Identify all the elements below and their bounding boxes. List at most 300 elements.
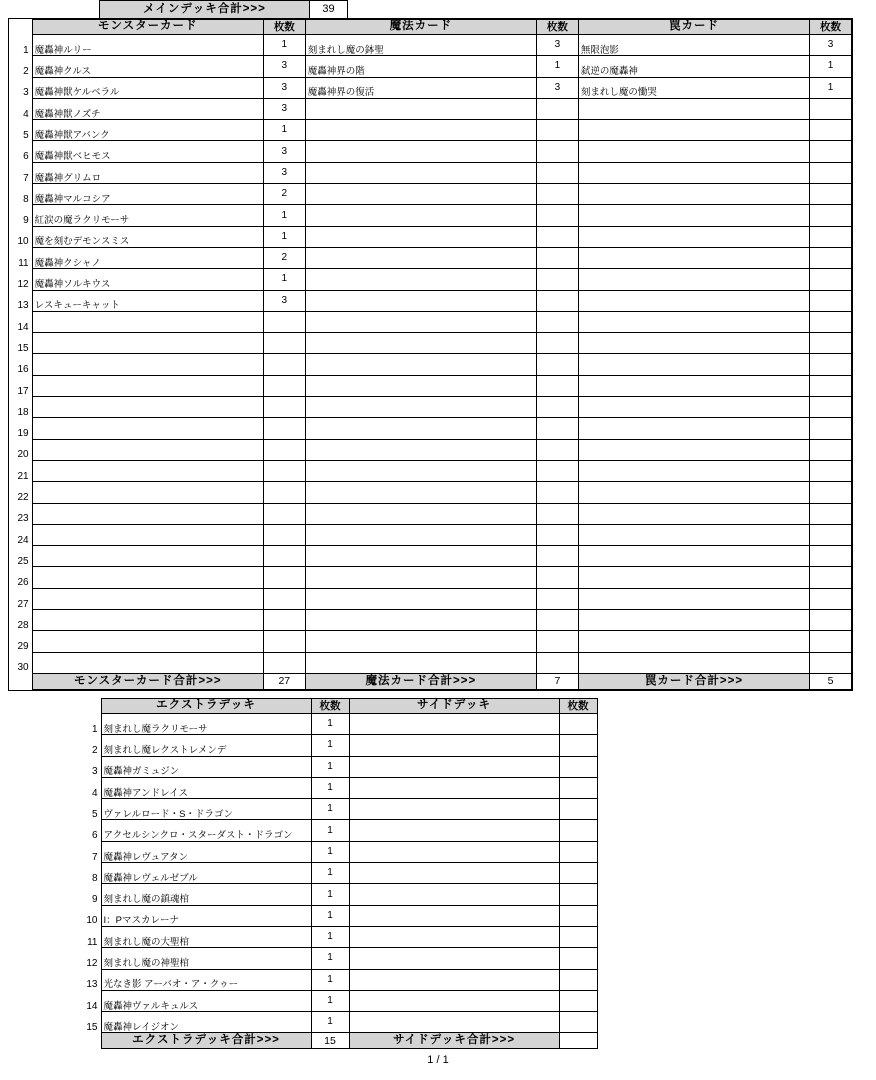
trap-card-name[interactable] (578, 610, 809, 631)
trap-card-qty[interactable] (810, 460, 852, 481)
monster-card-name[interactable]: 魔を刻むデモンスミス (32, 226, 263, 247)
side-card-qty[interactable] (559, 714, 597, 735)
monster-card-name[interactable] (32, 418, 263, 439)
row-number: 28 (17, 619, 29, 631)
totals-rownum-spacer (9, 673, 32, 689)
table-row (9, 162, 852, 183)
monster-card-name[interactable] (32, 610, 263, 631)
row-number: 2 (23, 66, 29, 78)
monster-card-name[interactable] (32, 397, 263, 418)
spell-card-name[interactable] (305, 184, 536, 205)
trap-card-name[interactable] (578, 141, 809, 162)
monster-card-name[interactable] (32, 524, 263, 545)
table-row (80, 884, 597, 905)
trap-card-qty[interactable] (810, 226, 852, 247)
spell-card-name[interactable] (305, 588, 536, 609)
extra-card-name[interactable]: 魔轟神レヴェルゼブル (101, 863, 311, 884)
extra-card-qty[interactable]: 1 (311, 799, 349, 820)
extra-card-name[interactable]: 刻まれし魔の神聖棺 (101, 948, 311, 969)
trap-card-qty[interactable] (810, 652, 852, 673)
trap-total-value: 5 (810, 673, 852, 689)
spell-card-name[interactable] (305, 247, 536, 268)
table-row (9, 247, 852, 268)
table-row (9, 397, 852, 418)
trap-card-qty[interactable]: 1 (810, 77, 852, 98)
trap-card-name[interactable] (578, 567, 809, 588)
monster-card-name[interactable] (32, 652, 263, 673)
row-number: 5 (23, 129, 29, 141)
trap-card-name[interactable] (578, 482, 809, 503)
monster-card-qty[interactable]: 1 (263, 35, 305, 56)
row-number: 8 (91, 872, 98, 884)
side-card-qty[interactable] (559, 799, 597, 820)
spell-card-qty[interactable] (537, 269, 579, 290)
spell-card-qty[interactable] (537, 226, 579, 247)
table-row (80, 714, 597, 735)
trap-card-name[interactable] (578, 333, 809, 354)
trap-card-qty[interactable]: 3 (810, 35, 852, 56)
spell-card-qty[interactable] (537, 354, 579, 375)
monster-card-name[interactable]: 魔轟神獣アバンク (32, 120, 263, 141)
main-deck-header-row (9, 20, 852, 35)
monster-card-name[interactable]: 魔轟神グリムロ (32, 162, 263, 183)
side-card-name[interactable] (349, 863, 559, 884)
spell-card-name[interactable] (305, 98, 536, 119)
monster-card-name[interactable]: 紅涙の魔ラクリモーサ (32, 205, 263, 226)
trap-card-qty[interactable] (810, 141, 852, 162)
monster-card-qty[interactable] (263, 375, 305, 396)
extra-card-qty[interactable]: 1 (311, 948, 349, 969)
extra-card-name[interactable]: 刻まれし魔ラクリモーサ (101, 714, 311, 735)
trap-card-qty[interactable] (810, 333, 852, 354)
monster-card-qty[interactable] (263, 652, 305, 673)
row-number: 6 (91, 830, 98, 842)
monster-total-label: モンスターカード合計>>> (32, 673, 263, 689)
extra-card-name[interactable]: 刻まれし魔の大聖棺 (101, 926, 311, 947)
monster-card-qty[interactable] (263, 546, 305, 567)
spell-card-name[interactable] (305, 354, 536, 375)
row-number: 14 (86, 1000, 98, 1012)
spell-card-qty[interactable] (537, 290, 579, 311)
side-card-qty[interactable] (559, 948, 597, 969)
extra-card-name[interactable]: 刻まれし魔の鎮魂棺 (101, 884, 311, 905)
spell-qty-header: 枚数 (537, 20, 579, 35)
spell-card-name[interactable] (305, 524, 536, 545)
monster-card-qty[interactable] (263, 524, 305, 545)
side-card-qty[interactable] (559, 990, 597, 1011)
row-number: 15 (86, 1021, 98, 1033)
trap-card-qty[interactable] (810, 184, 852, 205)
side-card-qty[interactable] (559, 863, 597, 884)
side-card-qty[interactable] (559, 756, 597, 777)
spell-column-header: 魔法カード (305, 20, 536, 35)
table-row (9, 141, 852, 162)
extra-card-qty[interactable]: 1 (311, 756, 349, 777)
spell-card-name[interactable] (305, 546, 536, 567)
trap-card-qty[interactable] (810, 120, 852, 141)
spell-card-qty[interactable] (537, 311, 579, 332)
table-row (9, 652, 852, 673)
trap-card-qty[interactable] (810, 397, 852, 418)
trap-card-qty[interactable] (810, 631, 852, 652)
spell-card-qty[interactable] (537, 460, 579, 481)
trap-card-name[interactable] (578, 375, 809, 396)
trap-card-name[interactable] (578, 418, 809, 439)
trap-card-name[interactable] (578, 311, 809, 332)
monster-card-name[interactable] (32, 354, 263, 375)
table-row (9, 333, 852, 354)
spell-card-qty[interactable]: 3 (537, 77, 579, 98)
side-card-name[interactable] (349, 969, 559, 990)
row-number: 17 (17, 385, 29, 397)
side-card-qty[interactable] (559, 884, 597, 905)
spell-card-qty[interactable] (537, 631, 579, 652)
trap-card-name[interactable] (578, 631, 809, 652)
side-total-value (559, 1033, 597, 1049)
monster-card-qty[interactable]: 3 (263, 77, 305, 98)
table-row (9, 35, 852, 56)
trap-card-qty[interactable] (810, 418, 852, 439)
monster-card-qty[interactable] (263, 482, 305, 503)
extra-card-name[interactable]: 魔轟神ガミュジン (101, 756, 311, 777)
monster-card-name[interactable] (32, 588, 263, 609)
monster-card-qty[interactable] (263, 311, 305, 332)
spell-card-name[interactable] (305, 141, 536, 162)
trap-card-name[interactable] (578, 439, 809, 460)
spell-card-name[interactable] (305, 375, 536, 396)
row-number: 12 (86, 958, 98, 970)
side-card-name[interactable] (349, 756, 559, 777)
side-card-name[interactable] (349, 799, 559, 820)
spell-card-qty[interactable] (537, 652, 579, 673)
monster-card-name[interactable]: 魔轟神獣ベヒモス (32, 141, 263, 162)
spell-card-name[interactable]: 魔轟神界の階 (305, 56, 536, 77)
monster-card-qty[interactable]: 3 (263, 290, 305, 311)
spell-card-qty[interactable] (537, 439, 579, 460)
trap-column-header: 罠カード (578, 20, 809, 35)
trap-card-name[interactable] (578, 184, 809, 205)
trap-card-qty[interactable] (810, 567, 852, 588)
trap-card-name[interactable] (578, 588, 809, 609)
monster-card-name[interactable] (32, 567, 263, 588)
side-card-name[interactable] (349, 777, 559, 798)
side-card-qty[interactable] (559, 926, 597, 947)
extra-card-qty[interactable]: 1 (311, 884, 349, 905)
spell-card-name[interactable] (305, 652, 536, 673)
monster-card-qty[interactable]: 3 (263, 98, 305, 119)
monster-card-qty[interactable]: 2 (263, 247, 305, 268)
table-row (80, 735, 597, 756)
spell-card-name[interactable] (305, 120, 536, 141)
spell-card-name[interactable] (305, 333, 536, 354)
monster-card-name[interactable] (32, 503, 263, 524)
monster-card-qty[interactable] (263, 439, 305, 460)
extra-card-qty[interactable]: 1 (311, 714, 349, 735)
side-card-name[interactable] (349, 735, 559, 756)
spell-card-name[interactable] (305, 439, 536, 460)
row-number: 29 (17, 641, 29, 653)
trap-card-qty[interactable] (810, 311, 852, 332)
trap-card-name[interactable]: 弑逆の魔轟神 (578, 56, 809, 77)
monster-card-name[interactable] (32, 546, 263, 567)
monster-qty-header: 枚数 (263, 20, 305, 35)
side-card-name[interactable] (349, 714, 559, 735)
spell-card-qty[interactable] (537, 610, 579, 631)
table-row (9, 482, 852, 503)
table-row (9, 460, 852, 481)
trap-card-qty[interactable] (810, 375, 852, 396)
extra-card-qty[interactable]: 1 (311, 820, 349, 841)
side-column-header: サイドデッキ (349, 699, 559, 714)
spell-card-qty[interactable] (537, 120, 579, 141)
trap-card-qty[interactable] (810, 503, 852, 524)
extra-card-qty[interactable]: 1 (311, 1012, 349, 1033)
monster-card-name[interactable] (32, 439, 263, 460)
spell-card-name[interactable] (305, 503, 536, 524)
side-card-name[interactable] (349, 1012, 559, 1033)
extra-card-name[interactable]: 魔轟神レヴュアタン (101, 841, 311, 862)
side-card-name[interactable] (349, 884, 559, 905)
monster-card-qty[interactable]: 3 (263, 56, 305, 77)
extra-total-value: 15 (311, 1033, 349, 1049)
extra-card-name[interactable]: ヴァレルロード・S・ドラゴン (101, 799, 311, 820)
trap-card-name[interactable]: 刻まれし魔の慟哭 (578, 77, 809, 98)
spell-card-name[interactable] (305, 567, 536, 588)
extra-card-qty[interactable]: 1 (311, 863, 349, 884)
monster-card-qty[interactable] (263, 460, 305, 481)
extra-card-qty[interactable]: 1 (311, 969, 349, 990)
table-row (9, 588, 852, 609)
trap-card-qty[interactable] (810, 588, 852, 609)
spell-card-qty[interactable] (537, 205, 579, 226)
table-row (9, 184, 852, 205)
row-number: 19 (17, 428, 29, 440)
spell-card-name[interactable] (305, 205, 536, 226)
extra-card-name[interactable]: 魔轟神ヴァルキュルス (101, 990, 311, 1011)
extra-card-qty[interactable]: 1 (311, 735, 349, 756)
monster-card-qty[interactable] (263, 397, 305, 418)
spell-card-name[interactable] (305, 482, 536, 503)
trap-card-name[interactable] (578, 269, 809, 290)
spell-card-name[interactable] (305, 311, 536, 332)
spell-card-qty[interactable] (537, 567, 579, 588)
extra-card-qty[interactable]: 1 (311, 990, 349, 1011)
trap-card-qty[interactable]: 1 (810, 56, 852, 77)
monster-card-name[interactable] (32, 375, 263, 396)
table-row (9, 56, 852, 77)
row-number: 8 (23, 193, 29, 205)
row-number: 9 (23, 215, 29, 227)
trap-card-name[interactable] (578, 120, 809, 141)
spell-card-name[interactable]: 魔轟神界の復活 (305, 77, 536, 98)
extra-card-name[interactable]: 光なき影 アーバオ・ア・クゥー (101, 969, 311, 990)
spell-card-qty[interactable] (537, 184, 579, 205)
extra-qty-header: 枚数 (311, 699, 349, 714)
table-row (80, 905, 597, 926)
monster-card-name[interactable]: レスキューキャット (32, 290, 263, 311)
trap-card-name[interactable] (578, 524, 809, 545)
monster-card-name[interactable] (32, 482, 263, 503)
monster-card-name[interactable] (32, 333, 263, 354)
table-row (9, 418, 852, 439)
side-card-qty[interactable] (559, 735, 597, 756)
monster-card-qty[interactable] (263, 588, 305, 609)
side-card-name[interactable] (349, 841, 559, 862)
side-card-name[interactable] (349, 948, 559, 969)
spell-card-qty[interactable] (537, 375, 579, 396)
trap-card-qty[interactable] (810, 546, 852, 567)
table-row (9, 439, 852, 460)
spell-card-qty[interactable] (537, 162, 579, 183)
spell-card-qty[interactable]: 1 (537, 56, 579, 77)
side-card-name[interactable] (349, 990, 559, 1011)
trap-card-name[interactable]: 無限泡影 (578, 35, 809, 56)
monster-card-qty[interactable] (263, 610, 305, 631)
trap-card-qty[interactable] (810, 482, 852, 503)
main-deck-table (9, 19, 852, 690)
trap-card-qty[interactable] (810, 354, 852, 375)
trap-card-qty[interactable] (810, 269, 852, 290)
spell-card-qty[interactable] (537, 503, 579, 524)
extra-side-header-row (80, 699, 597, 714)
trap-card-name[interactable] (578, 290, 809, 311)
monster-card-qty[interactable]: 1 (263, 205, 305, 226)
spell-card-qty[interactable] (537, 588, 579, 609)
extra-side-deck-section (80, 698, 598, 1049)
spell-card-qty[interactable]: 3 (537, 35, 579, 56)
row-number: 30 (17, 662, 29, 674)
spell-card-qty[interactable] (537, 333, 579, 354)
trap-qty-header: 枚数 (810, 20, 852, 35)
extra-card-name[interactable]: 刻まれし魔レクストレメンデ (101, 735, 311, 756)
spell-card-name[interactable]: 刻まれし魔の鉢聖 (305, 35, 536, 56)
trap-card-qty[interactable] (810, 247, 852, 268)
spell-card-qty[interactable] (537, 482, 579, 503)
monster-card-qty[interactable]: 1 (263, 269, 305, 290)
extra-card-qty[interactable]: 1 (311, 841, 349, 862)
monster-card-qty[interactable]: 1 (263, 120, 305, 141)
monster-card-qty[interactable] (263, 333, 305, 354)
trap-card-name[interactable] (578, 397, 809, 418)
monster-card-qty[interactable]: 2 (263, 184, 305, 205)
trap-card-name[interactable] (578, 652, 809, 673)
trap-card-qty[interactable] (810, 439, 852, 460)
trap-card-name[interactable] (578, 354, 809, 375)
monster-card-name[interactable]: 魔轟神ルリー (32, 35, 263, 56)
spell-card-qty[interactable] (537, 247, 579, 268)
side-card-qty[interactable] (559, 905, 597, 926)
table-row (80, 799, 597, 820)
side-card-qty[interactable] (559, 969, 597, 990)
trap-card-qty[interactable] (810, 162, 852, 183)
side-card-name[interactable] (349, 820, 559, 841)
monster-card-qty[interactable] (263, 354, 305, 375)
trap-card-name[interactable] (578, 226, 809, 247)
row-number: 14 (17, 321, 29, 333)
spell-card-name[interactable] (305, 460, 536, 481)
row-number: 5 (91, 808, 98, 820)
table-row (9, 77, 852, 98)
spell-card-name[interactable] (305, 631, 536, 652)
monster-card-qty[interactable] (263, 503, 305, 524)
side-card-name[interactable] (349, 926, 559, 947)
spell-card-name[interactable] (305, 162, 536, 183)
table-row (9, 631, 852, 652)
monster-card-name[interactable]: 魔轟神獣ノズチ (32, 98, 263, 119)
extra-card-qty[interactable]: 1 (311, 777, 349, 798)
side-card-name[interactable] (349, 905, 559, 926)
spell-card-name[interactable] (305, 226, 536, 247)
monster-card-qty[interactable]: 3 (263, 141, 305, 162)
trap-card-qty[interactable] (810, 610, 852, 631)
extra-card-name[interactable]: 魔轟神レイジオン (101, 1012, 311, 1033)
monster-card-name[interactable]: 魔轟神獣ケルベラル (32, 77, 263, 98)
monster-card-name[interactable] (32, 311, 263, 332)
trap-card-qty[interactable] (810, 290, 852, 311)
spell-card-name[interactable] (305, 269, 536, 290)
row-number: 15 (17, 342, 29, 354)
side-card-qty[interactable] (559, 777, 597, 798)
spell-card-qty[interactable] (537, 397, 579, 418)
extra-card-name[interactable]: I：Pマスカレーナ (101, 905, 311, 926)
extra-card-qty[interactable]: 1 (311, 905, 349, 926)
spell-card-name[interactable] (305, 610, 536, 631)
monster-card-qty[interactable] (263, 567, 305, 588)
side-card-qty[interactable] (559, 841, 597, 862)
extra-totals-rownum-spacer (80, 1033, 101, 1049)
trap-card-name[interactable] (578, 162, 809, 183)
spell-card-qty[interactable] (537, 141, 579, 162)
extra-card-name[interactable]: アクセルシンクロ・スターダスト・ドラゴン (101, 820, 311, 841)
side-card-qty[interactable] (559, 820, 597, 841)
row-number: 7 (91, 851, 98, 863)
spell-card-name[interactable] (305, 290, 536, 311)
trap-card-qty[interactable] (810, 524, 852, 545)
table-row (80, 1012, 597, 1033)
trap-card-qty[interactable] (810, 205, 852, 226)
trap-card-name[interactable] (578, 503, 809, 524)
trap-card-name[interactable] (578, 460, 809, 481)
spell-card-qty[interactable] (537, 98, 579, 119)
monster-card-qty[interactable] (263, 631, 305, 652)
row-number: 2 (91, 745, 98, 757)
spell-card-name[interactable] (305, 397, 536, 418)
monster-card-name[interactable]: 魔轟神ソルキウス (32, 269, 263, 290)
trap-card-name[interactable] (578, 247, 809, 268)
extra-card-name[interactable]: 魔轟神アンドレイス (101, 777, 311, 798)
trap-card-name[interactable] (578, 205, 809, 226)
extra-card-qty[interactable]: 1 (311, 926, 349, 947)
table-row (9, 503, 852, 524)
trap-card-name[interactable] (578, 98, 809, 119)
trap-card-name[interactable] (578, 546, 809, 567)
monster-card-qty[interactable]: 1 (263, 226, 305, 247)
monster-card-name[interactable] (32, 631, 263, 652)
trap-card-qty[interactable] (810, 98, 852, 119)
spell-card-qty[interactable] (537, 524, 579, 545)
spell-card-qty[interactable] (537, 418, 579, 439)
main-deck-total-label: メインデッキ合計>>> (100, 1, 310, 19)
monster-card-qty[interactable] (263, 418, 305, 439)
spell-card-qty[interactable] (537, 546, 579, 567)
monster-card-name[interactable] (32, 460, 263, 481)
spell-card-name[interactable] (305, 418, 536, 439)
monster-card-name[interactable]: 魔轟神マルコシア (32, 184, 263, 205)
side-card-qty[interactable] (559, 1012, 597, 1033)
monster-card-qty[interactable]: 3 (263, 162, 305, 183)
monster-card-name[interactable]: 魔轟神クルス (32, 56, 263, 77)
monster-card-name[interactable]: 魔轟神クシャノ (32, 247, 263, 268)
